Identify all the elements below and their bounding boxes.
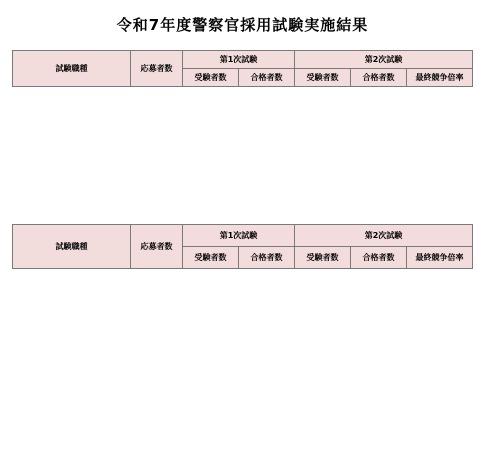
- header-ratio: 最終競争倍率: [407, 69, 473, 87]
- header-round2-passers: 合格者数: [351, 69, 407, 87]
- header-category: 試験職種: [13, 51, 131, 87]
- header-round1-examinees: 受験者数: [183, 247, 239, 269]
- header-round1: 第1次試験: [183, 225, 295, 247]
- header-ratio: 最終競争倍率: [407, 247, 473, 269]
- page-title: 令和7年度警察官採用試験実施結果: [116, 16, 369, 34]
- header-round2: 第2次試験: [295, 225, 473, 247]
- header-category: 試験職種: [13, 225, 131, 269]
- header-round1: 第1次試験: [183, 51, 295, 69]
- results-table-round-2: [12, 224, 473, 269]
- header-round2-examinees: 受験者数: [295, 247, 351, 269]
- header-round2-examinees: 受験者数: [295, 69, 351, 87]
- header-round2: 第2次試験: [295, 51, 473, 69]
- header-applicants: 応募者数: [131, 225, 183, 269]
- header-round1-passers: 合格者数: [239, 69, 295, 87]
- results-table-round-1: [12, 50, 473, 87]
- header-round2-passers: 合格者数: [351, 247, 407, 269]
- header-round1-examinees: 受験者数: [183, 69, 239, 87]
- header-applicants: 応募者数: [131, 51, 183, 87]
- header-round1-passers: 合格者数: [239, 247, 295, 269]
